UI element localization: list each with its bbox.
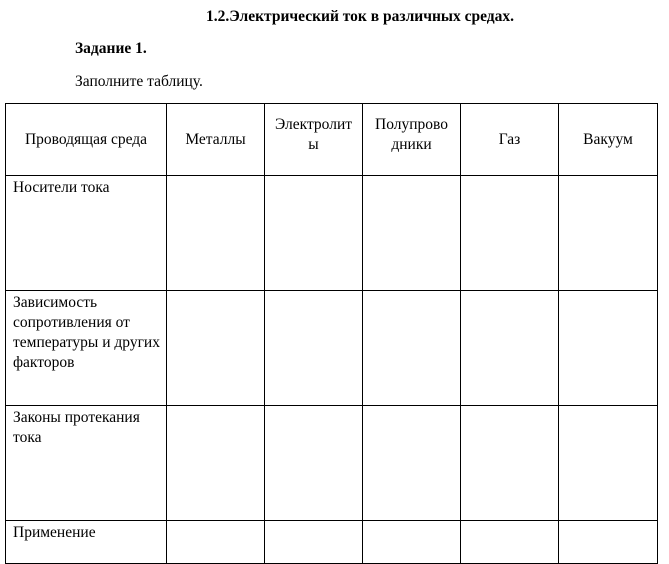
column-header-label: Электролит ы: [274, 116, 353, 153]
column-header-label: Металлы: [185, 130, 246, 148]
task-title: Задание 1.: [75, 40, 147, 57]
row-label-application: Применение: [6, 521, 167, 564]
table-cell[interactable]: [265, 521, 363, 564]
column-header-label: Вакуум: [583, 130, 633, 148]
table-row: [6, 291, 658, 406]
column-header-label: Проводящая среда: [24, 130, 148, 148]
column-header-label: Газ: [498, 130, 521, 148]
table-cell[interactable]: [265, 291, 363, 406]
table-row: [6, 406, 658, 521]
table-cell[interactable]: [167, 291, 265, 406]
column-header-label: Полупрово дники: [375, 116, 448, 153]
table-cell[interactable]: [363, 176, 461, 291]
table-cell[interactable]: [559, 406, 658, 521]
table-cell[interactable]: [265, 406, 363, 521]
table-cell[interactable]: [461, 176, 559, 291]
table-cell[interactable]: [167, 521, 265, 564]
column-header-vacuum: [559, 104, 658, 176]
table-cell[interactable]: [363, 521, 461, 564]
table-row: [6, 521, 658, 564]
task-instruction: Заполните таблицу.: [75, 73, 203, 90]
column-header-metals: [167, 104, 265, 176]
table-cell[interactable]: [461, 291, 559, 406]
table-cell[interactable]: [559, 291, 658, 406]
column-header-medium: [6, 104, 167, 176]
table-cell[interactable]: [363, 406, 461, 521]
table-cell[interactable]: [461, 521, 559, 564]
document-heading: 1.2.Электрический ток в различных средах.: [205, 8, 514, 25]
row-label-charge-carriers: Носители тока: [6, 176, 167, 291]
table-cell[interactable]: [167, 406, 265, 521]
table-cell[interactable]: [559, 176, 658, 291]
table-cell[interactable]: [559, 521, 658, 564]
table-cell[interactable]: [167, 176, 265, 291]
table-cell[interactable]: [363, 291, 461, 406]
table-row: [6, 176, 658, 291]
column-header-gas: [461, 104, 559, 176]
table-cell[interactable]: [265, 176, 363, 291]
table-header-row: [6, 104, 658, 176]
column-header-semiconductors: [363, 104, 461, 176]
row-label-resistance-dependence: Зависимость сопротивления от температуры и других факторов: [6, 291, 167, 406]
table-cell[interactable]: [461, 406, 559, 521]
row-label-current-laws: Законы протекания тока: [6, 406, 167, 521]
column-header-electrolytes: [265, 104, 363, 176]
fill-in-table: [5, 103, 658, 564]
